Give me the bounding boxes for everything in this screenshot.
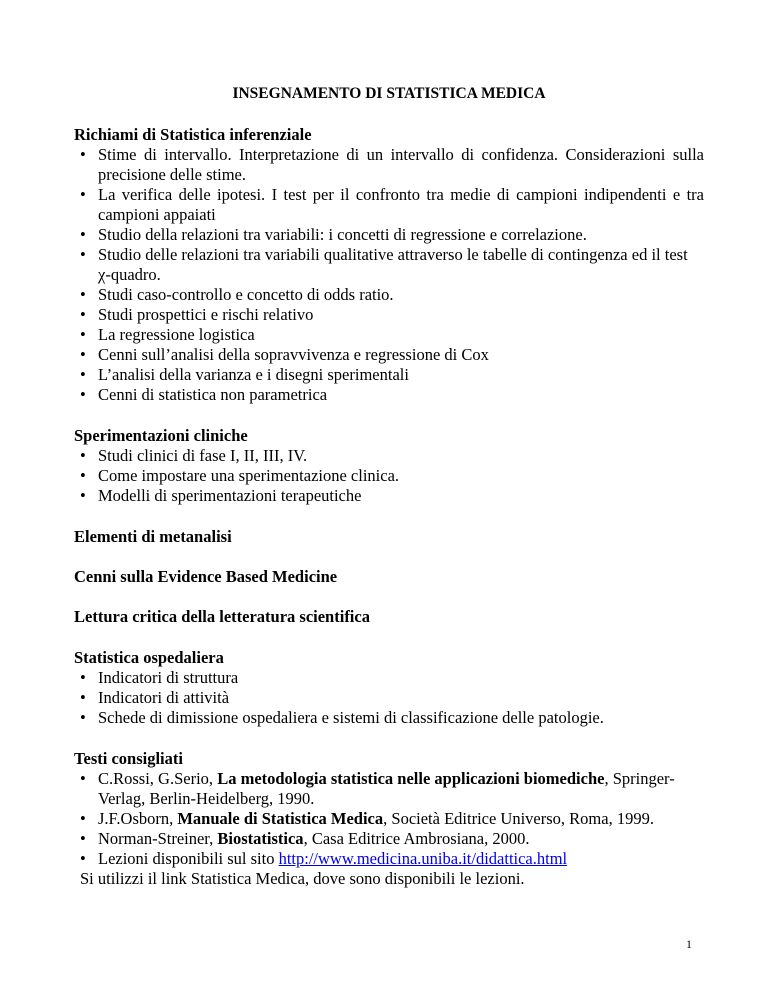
list-item: • Cenni di statistica non parametrica [98,385,704,405]
bullet-list-testi [74,769,704,869]
book-publisher: , Casa Editrice Ambrosiana, 2000. [303,829,530,848]
lezioni-link[interactable]: http://www.medicina.uniba.it/didattica.html [278,849,568,868]
book-title: Biostatistica [217,829,304,848]
list-item: • Indicatori di struttura [98,668,704,688]
list-item: • Studi clinici di fase I, II, III, IV. [98,446,704,466]
list-item-text: Studio delle relazioni tra variabili qualitative attraverso le tabelle di contingenza ed il test χ-quadro. [98,245,688,284]
list-item: • Indicatori di attività [98,688,704,708]
list-item: • Come impostare una sperimentazione clinica. [98,466,704,486]
bullet-list-sperimentazioni [74,446,704,506]
book-title: La metodologia statistica nelle applicazioni biomediche [217,769,605,788]
list-item: • Cenni sull’analisi della sopravvivenza e regressione di Cox [98,345,704,365]
book-item [98,809,704,829]
list-item: • La verifica delle ipotesi. I test per il confronto tra medie di campioni indipendenti e tra campioni appaiati [98,185,704,225]
section-heading-inferenziale: Richiami di Statistica inferenziale [74,125,312,144]
lezioni-text: Lezioni disponibili sul sito [98,849,279,868]
list-item [98,245,704,285]
list-item: • Stime di intervallo. Interpretazione di un intervallo di confidenza. Considerazioni sulla precisione delle stime. [98,145,704,185]
section-heading-sperimentazioni: Sperimentazioni cliniche [74,426,248,445]
book-authors: J.F.Osborn, [98,809,178,828]
book-item [98,829,704,849]
list-item: • Studi caso-controllo e concetto di odds ratio. [98,285,704,305]
section-heading-metanalisi: Elementi di metanalisi [74,527,232,546]
book-item [98,769,704,809]
list-item: • Studi prospettici e rischi relativo [98,305,704,325]
bullet-list-inferenziale [74,145,704,405]
testi-note: Si utilizzi il link Statistica Medica, dove sono disponibili le lezioni. [80,869,525,888]
list-item: • L’analisi della varianza e i disegni sperimentali [98,365,704,385]
book-publisher: , Springer-Verlag, Berlin-Heidelberg, 1990. [98,769,675,808]
lezioni-item [98,849,704,869]
document-title: INSEGNAMENTO DI STATISTICA MEDICA [232,85,546,102]
book-publisher: , Società Editrice Universo, Roma, 1999. [383,809,654,828]
section-heading-ospedaliera: Statistica ospedaliera [74,648,224,667]
book-authors: Norman-Streiner, [98,829,218,848]
page-number: 1 [686,937,692,951]
list-item: • Studio della relazioni tra variabili: i concetti di regressione e correlazione. [98,225,704,245]
section-heading-testi: Testi consigliati [74,749,183,768]
section-heading-lettura: Lettura critica della letteratura scientifica [74,607,370,626]
list-item: • La regressione logistica [98,325,704,345]
list-item: • Schede di dimissione ospedaliera e sistemi di classificazione delle patologie. [98,708,704,728]
bullet-list-ospedaliera [74,668,704,728]
document-page [74,84,704,889]
book-title: Manuale di Statistica Medica [177,809,384,828]
book-authors: C.Rossi, G.Serio, [98,769,218,788]
list-item: • Modelli di sperimentazioni terapeutiche [98,486,704,506]
section-heading-ebm: Cenni sulla Evidence Based Medicine [74,567,338,586]
